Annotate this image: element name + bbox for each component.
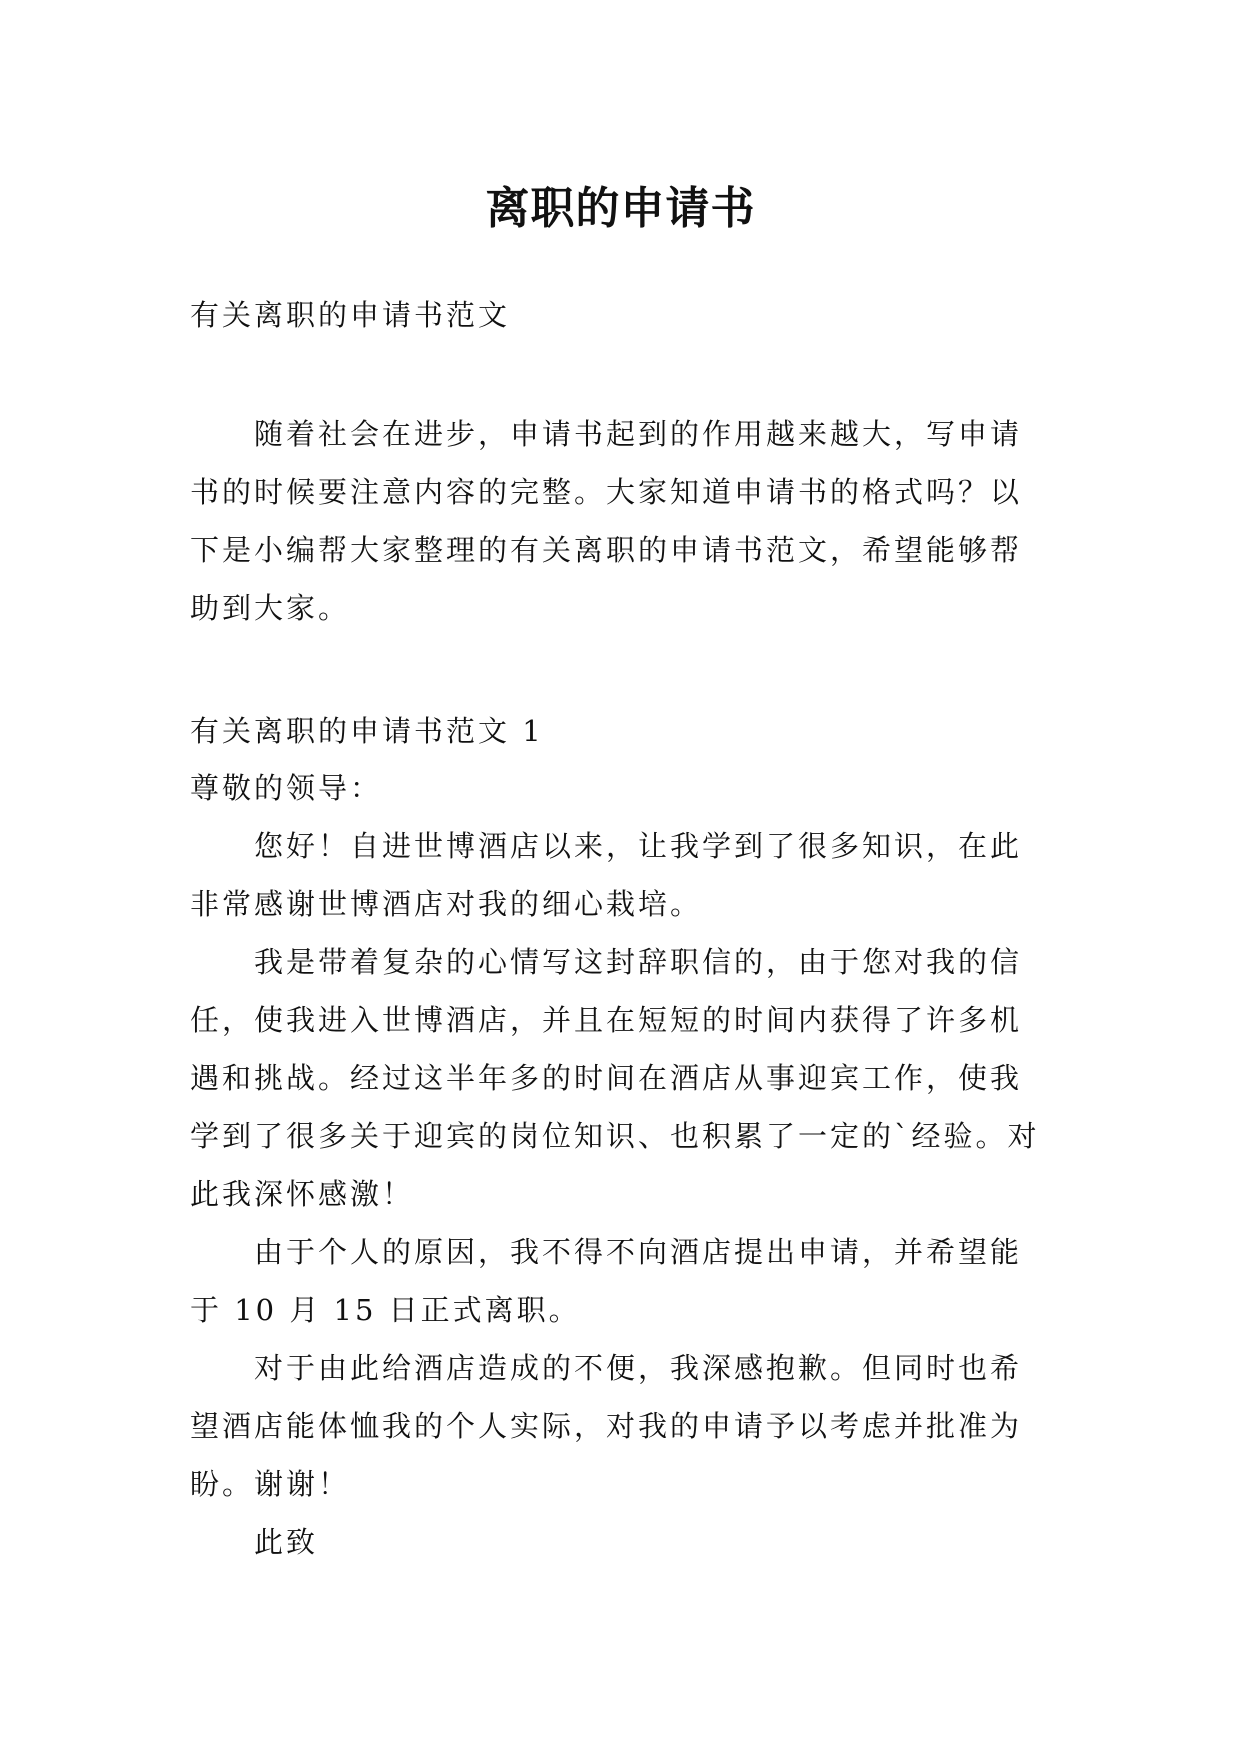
document-subtitle: 有关离职的申请书范文 xyxy=(190,298,511,332)
intro-paragraph: 随着社会在进步，申请书起到的作用越来越大，写申请书的时候要注意内容的完整。大家知道申请书的格式吗？以下是小编帮大家整理的有关离职的申请书范文，希望能够帮助到大家。 xyxy=(190,417,1023,625)
body-paragraph-2: 我是带着复杂的心情写这封辞职信的，由于您对我的信任，使我进入世博酒店，并且在短短的时间内获得了许多机遇和挑战。经过这半年多的时间在酒店从事迎宾工作，使我学到了很多关于迎宾的岗位知识、也积累了一定的`经验。对此我深怀感激！ xyxy=(190,945,1040,1211)
body-paragraph-4: 对于由此给酒店造成的不便，我深感抱歉。但同时也希望酒店能体恤我的个人实际，对我的申请予以考虑并批准为盼。谢谢！ xyxy=(190,1351,1023,1501)
letter-body xyxy=(190,759,1052,1571)
body-paragraph-1: 您好！自进世博酒店以来，让我学到了很多知识，在此非常感谢世博酒店对我的细心栽培。 xyxy=(190,829,1023,921)
section-heading: 有关离职的申请书范文 1 xyxy=(190,714,544,748)
document-title: 离职的申请书 xyxy=(485,183,756,235)
body-paragraph-3: 由于个人的原因，我不得不向酒店提出申请，并希望能于 10 月 15 日正式离职。 xyxy=(190,1235,1023,1327)
salutation: 尊敬的领导： xyxy=(190,771,383,805)
closing-line: 此致 xyxy=(254,1525,319,1559)
